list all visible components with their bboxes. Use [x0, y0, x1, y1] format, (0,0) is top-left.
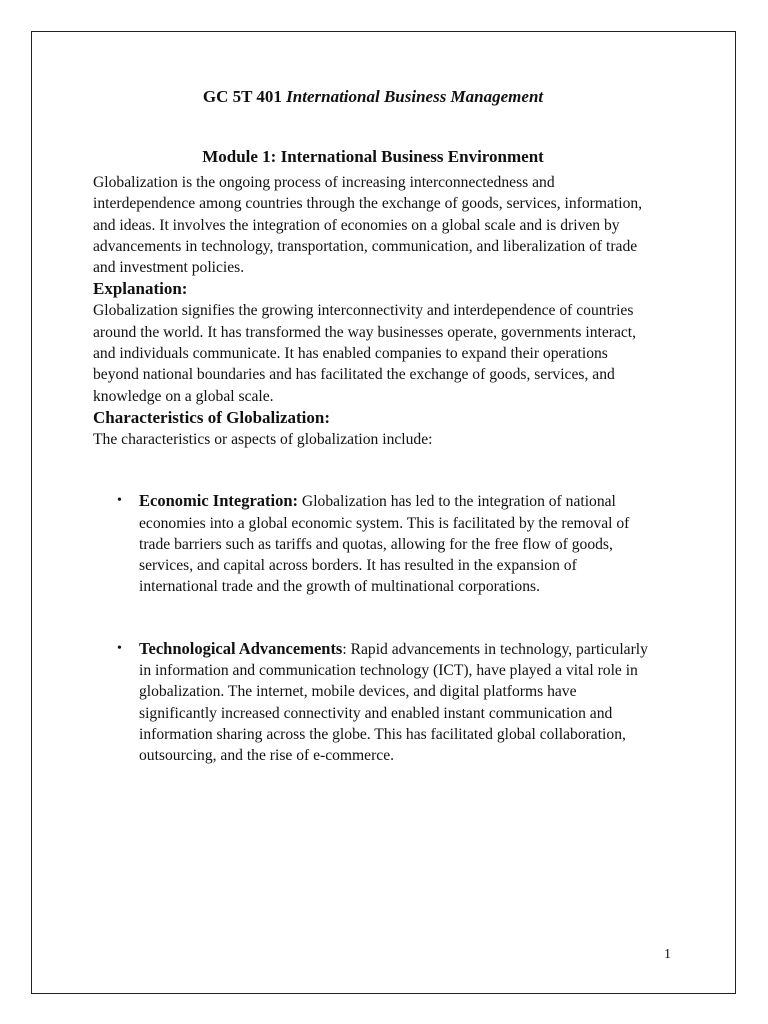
page-number: 1 [664, 947, 671, 962]
course-name: International Business Management [286, 87, 544, 106]
list-item [93, 490, 653, 597]
list-item-text: Globalization has led to the integration of national economies into a global economic system. This is facilitated by the removal of trade barriers such as tariffs and quotas, allowing for the free flow of goods, services, and capital across borders. It has resulted in the expansion of international trade and the growth of multinational corporations. [139, 493, 630, 596]
list-item-text: : Rapid advancements in technology, particularly in information and communication technology (ICT), have played a vital role in globalization. The internet, mobile devices, and digital platforms have significantly increased connectivity and enabled instant communication and information sharing across the globe. This has facilitated global collaboration, outsourcing, and the rise of e-commerce. [139, 640, 648, 765]
explanation-paragraph: Globalization signifies the growing interconnectivity and interdependence of countries around the world. It has transformed the way businesses operate, governments interact, and individuals communicate. It has enabled companies to expand their operations beyond national boundaries and has facilitated the exchange of goods, services, and knowledge on a global scale. [93, 302, 637, 405]
characteristics-intro: The characteristics or aspects of globalization include: [93, 430, 433, 448]
bullet-icon: • [117, 493, 122, 509]
characteristics-heading: Characteristics of Globalization: [93, 407, 331, 427]
module-title: Module 1: International Business Environment [202, 147, 544, 166]
course-code: GC 5T 401 [202, 87, 282, 106]
characteristics-list [93, 490, 653, 766]
course-title [93, 86, 653, 108]
list-item [93, 638, 653, 767]
document-content [93, 86, 653, 767]
bullet-icon: • [117, 640, 122, 656]
list-item-term: Technological Advancements [139, 638, 343, 658]
list-item-term: Economic Integration: [139, 491, 299, 511]
intro-paragraph: Globalization is the ongoing process of increasing interconnectedness and interdependence among countries through the exchange of goods, services, information, and ideas. It involves the integration of economies on a global scale and is driven by advancements in technology, transportation, communication, and liberalization of trade and investment policies. [93, 174, 643, 277]
explanation-heading: Explanation: [93, 279, 188, 299]
